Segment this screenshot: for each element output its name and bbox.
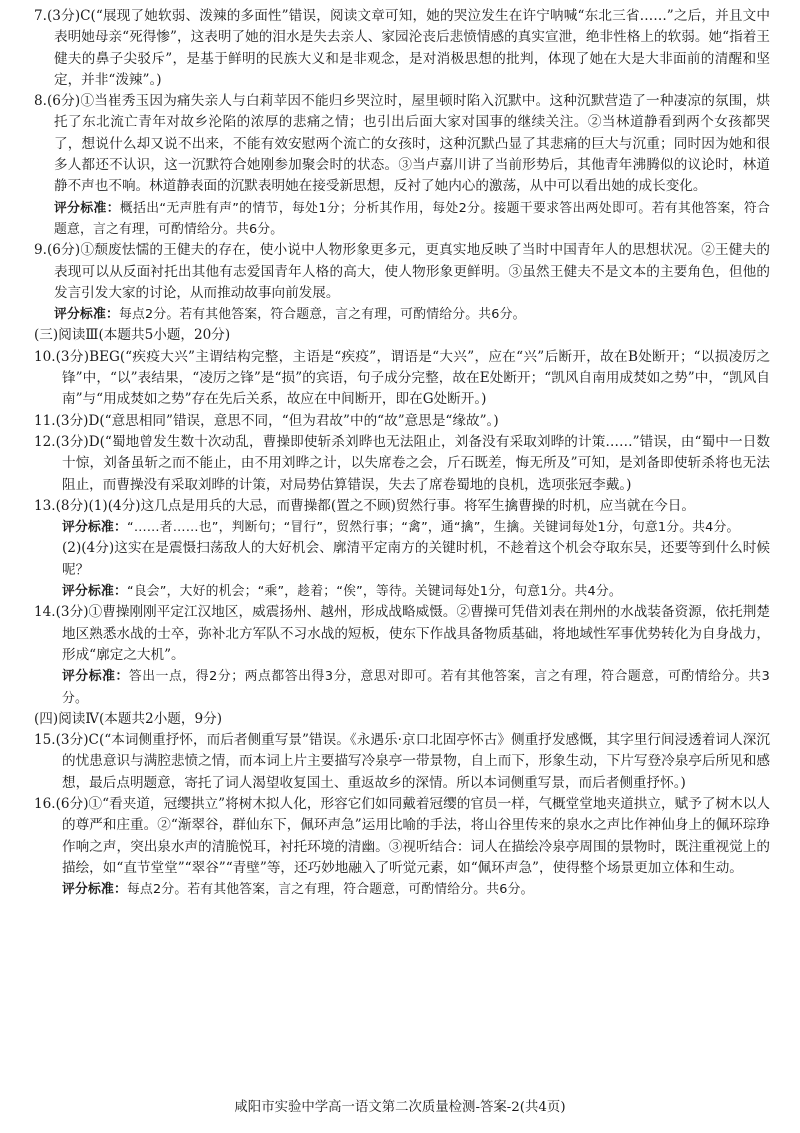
- question-number: 10.: [34, 348, 56, 365]
- scoring-label: 评分标准：: [62, 584, 127, 600]
- question-number: 16.: [34, 795, 56, 812]
- answer-text: (6分)①当崔秀玉因为痛失亲人与白莉苹因不能归乡哭泣时，屋里顿时陷入沉默中。这种沉默营造了一种凄凉的氛围，烘托了东北流亡青年对故乡沦陷的浓厚的悲痛之情；也引出后面大家对国事的继续关注。②当林道静看到两个女孩都哭了，想说什么却又说不出来，不能有效安慰两个流亡的女孩时，这种沉默凸显了其悲痛的巨大与沉重；同时因为她和很多人都还不认识，这一沉默符合她刚参加聚会时的状态。③当卢嘉川讲了当前形势后，其他青年沸腾似的议论时，林道静不声也不响。林道静表面的沉默表明她在接受新思想，反衬了她内心的激荡，从中可以看出她的成长变化。: [46, 93, 770, 195]
- scoring-criteria-16: [34, 879, 770, 900]
- answer-content: [34, 6, 770, 900]
- answer-text: (6分)①“看夹道，冠缨拱立”将树木拟人化，形容它们如同戴着冠缨的官员一样，气概堂堂地夹道拱立，赋予了树木以人的尊严和庄重。②“渐翠谷，群仙东下，佩环声急”运用比喻的手法，将山谷里传来的泉水之声比作神仙身上的佩环琮琤作响之声，突出泉水声的清脆悦耳，衬托环境的清幽。③视听结合：词人在描绘冷泉亭周围的景物时，既注重视觉上的描绘，如“直节堂堂”“翠谷”“青壁”等，还巧妙地融入了听觉元素，如“佩环声急”，使得整个场景更加立体和生动。: [55, 795, 770, 876]
- scoring-label: 评分标准：: [54, 200, 120, 216]
- answer-text: (3分)D(“蜀地曾发生数十次动乱，曹操即使斩杀刘晔也无法阻止，刘备没有采取刘晔的计策……”错误，由“蜀中一日数十惊，刘备虽斩之而不能止，由不用刘晔之计，以失席卷之会，斤石既差，悔无所及”可知，是刘备即使斩杀将也无法阻止，而曹操没有采取刘晔的计策，对局势估算错误，失去了席卷蜀地的良机，选项张冠李戴。): [55, 433, 770, 493]
- scoring-label: 评分标准：: [54, 307, 119, 323]
- answer-text: (3分)C(“本词侧重抒怀，而后者侧重写景”错误。《永遇乐·京口北固亭怀古》侧重抒发感慨，其字里行间浸透着词人深沉的忧患意识与满腔悲愤之情，而本词上片主要描写冷泉亭一带景物，自上而下，形象生动，下片写登冷泉亭后所见和感想，最后点明题意，寄托了词人渴望收复国土、重返故乡的深情。所以本词侧重写景，而后者侧重抒怀。): [55, 732, 770, 791]
- scoring-text: “……者……也”，判断句；“冒行”，贸然行事；“禽”，通“擒”，生擒。关键词每处1分，句意1分。共4分。: [126, 520, 740, 536]
- answer-10: [34, 347, 770, 411]
- answer-text: (3分)BEG(“疾疫大兴”主谓结构完整，主语是“疾疫”，谓语是“大兴”，应在“兴”后断开，故在B处断开；“以损凌厉之锋”中，“以”表结果，“凌厉之锋”是“损”的宾语，句子成分完整，故在E处断开；“凯风自南用成焚如之势”中，“凯风自南”与“用成焚如之势”存在先后关系，故应在中间断开，即在G处断开。): [55, 348, 770, 408]
- answer-7: [34, 6, 770, 91]
- scoring-criteria-13-1: [34, 517, 770, 538]
- answer-text: (3分)①曹操刚刚平定江汉地区，威震扬州、越州，形成战略威慑。②曹操可凭借刘表在荆州的水战装备资源，依托荆楚地区熟悉水战的士卒，弥补北方军队不习水战的短板，使东下作战具备物质基础，将地域性军事优势转化为自身战力，形成“廓定之大机”。: [55, 604, 770, 663]
- scoring-text: “良会”，大好的机会；“乘”，趁着；“俟”，等待。关键词每处1分，句意1分。共4分。: [126, 584, 622, 600]
- answer-text: (3分)D(“意思相同”错误，意思不同，“但为君故”中的“故”意思是“缘故”。): [55, 412, 499, 429]
- answer-14: [34, 602, 770, 666]
- answer-text: (3分)C(“展现了她软弱、泼辣的多面性”错误，阅读文章可知，她的哭泣发生在许宁呐喊“东北三省……”之后，并且文中表明她母亲“死得惨”，这表明了她的泪水是失去亲人、家园沦丧后悲愤情感的真实宣泄，绝非性格上的软弱。她“指着王健夫的鼻子尖驳斥”，是基于鲜明的民族大义和是非观念，是对消极思想的批判，体现了她在大是大非面前的清醒和坚定，并非“泼辣”。): [46, 8, 770, 88]
- scoring-label: 评分标准：: [62, 882, 127, 898]
- scoring-text: 答出一点，得2分；两点都答出得3分，意思对即可。若有其他答案，言之有理，符合题意，可酌情给分。共3分。: [62, 669, 770, 706]
- scoring-criteria-13-2: [34, 581, 770, 602]
- scoring-label: 评分标准：: [62, 669, 129, 685]
- answer-text: (8分)(1)(4分)这几点是用兵的大忌，而曹操都(置之不顾)贸然行事。将军生擒曹操的时机，应当就在今日。: [55, 497, 695, 514]
- answer-text: (6分)①颓废怯懦的王健夫的存在，使小说中人物形象更多元，更真实地反映了当时中国青年人的思想状况。②王健夫的表现可以从反面衬托出其他有志爱国青年人格的高大，使人物形象更鲜明。③虽然王健夫不是文本的主要角色，但他的发言引发大家的讨论，从而推动故事向前发展。: [46, 242, 770, 301]
- question-number: 14.: [34, 604, 56, 621]
- page-footer: 咸阳市实验中学高一语文第二次质量检测-答案-2(共4页): [234, 1100, 566, 1115]
- answer-15: [34, 730, 770, 794]
- scoring-criteria-9: [34, 304, 770, 325]
- answer-12: [34, 432, 770, 496]
- question-number: 15.: [34, 732, 56, 749]
- question-number: 7.: [34, 8, 47, 24]
- question-number: 8.: [34, 93, 47, 110]
- answer-16: [34, 794, 770, 879]
- question-number: 11.: [34, 412, 56, 429]
- answer-13-part-2: (2)(4分)这实在是震慑扫荡敌人的大好机会、廓清平定南方的关键时机，不趁着这个机会夺取东吴，还要等到什么时候呢？: [62, 540, 770, 578]
- question-number: 12.: [34, 433, 56, 450]
- scoring-label: 评分标准：: [62, 520, 127, 536]
- answer-8: [34, 91, 770, 197]
- question-number: 13.: [34, 497, 56, 514]
- scoring-criteria-8: [34, 198, 770, 241]
- answer-9: [34, 240, 770, 304]
- answer-13: [34, 496, 770, 517]
- scoring-text: 每点2分。若有其他答案，符合题意，言之有理，可酌情给分。共6分。: [118, 307, 526, 323]
- scoring-criteria-14: [34, 666, 770, 709]
- scoring-text: 概括出“无声胜有声”的情节，每处1分；分析其作用，每处2分。接题干要求答出两处即可。若有其他答案，符合题意，言之有理，可酌情给分。共6分。: [54, 200, 771, 237]
- question-number: 9.: [34, 242, 47, 259]
- scoring-text: 每点2分。若有其他答案，言之有理，符合题意，可酌情给分。共6分。: [126, 882, 534, 898]
- section-heading-reading-4: (四)阅读Ⅳ(本题共2小题，9分): [34, 710, 223, 727]
- section-heading-reading-3: (三)阅读Ⅲ(本题共5小题，20分): [34, 327, 231, 344]
- answer-11: [34, 411, 770, 432]
